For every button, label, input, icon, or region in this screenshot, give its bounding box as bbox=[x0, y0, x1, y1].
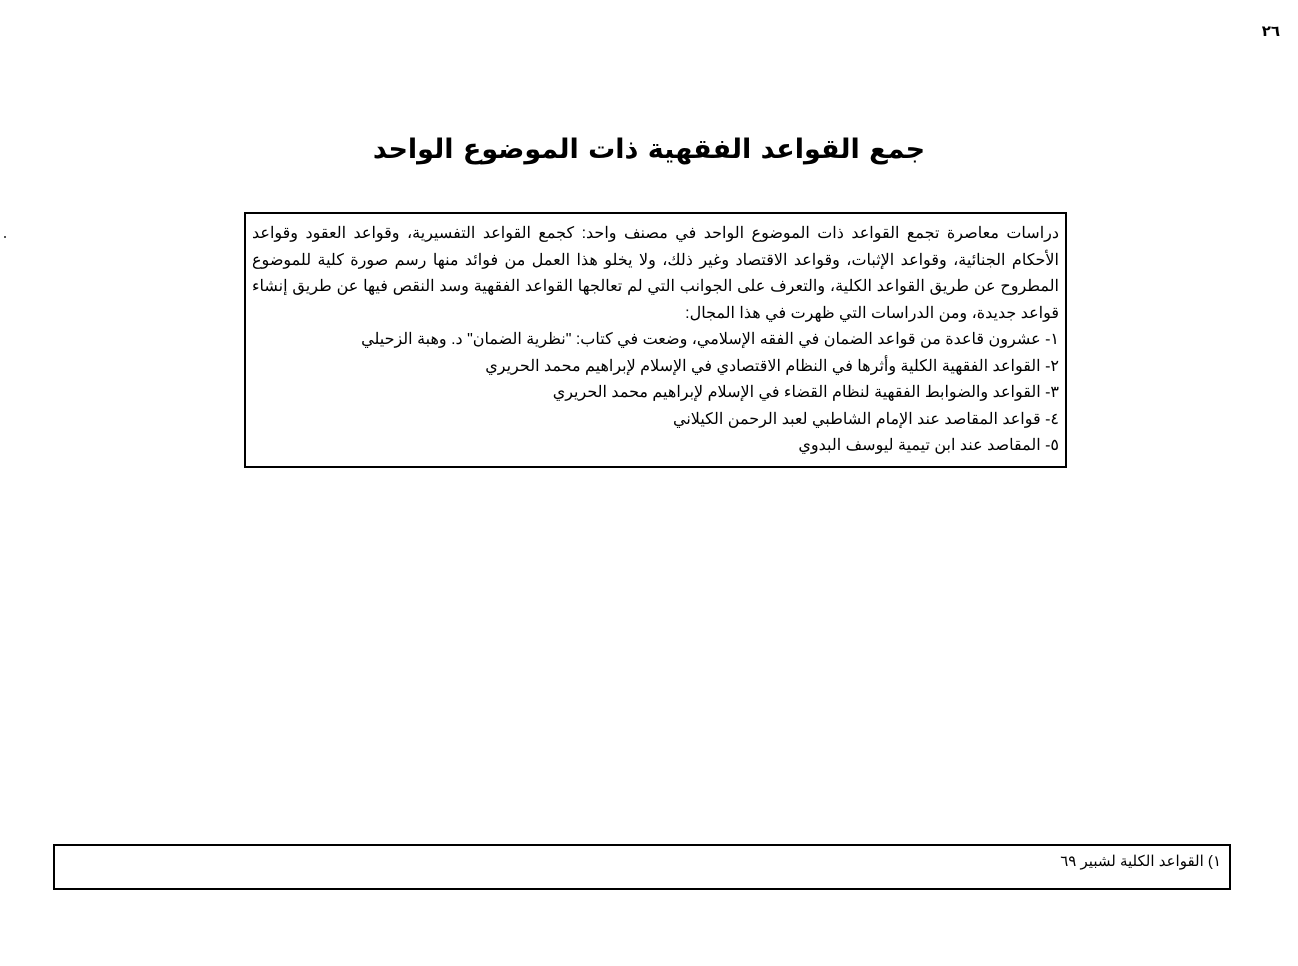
content-box bbox=[244, 212, 1067, 468]
studies-list bbox=[252, 327, 1059, 460]
list-item: ٤- قواعد المقاصد عند الإمام الشاطبي لعبد الرحمن الكيلاني bbox=[673, 410, 1059, 428]
list-item: ٣- القواعد والضوابط الفقهية لنظام القضاء في الإسلام لإبراهيم محمد الحريري bbox=[552, 384, 1059, 401]
footnote-text: ١) القواعد الكلية لشبير ٦٩ bbox=[1060, 853, 1221, 870]
list-item: ٢- القواعد الفقهية الكلية وأثرها في النظام الاقتصادي في الإسلام لإبراهيم محمد الحريري bbox=[485, 357, 1059, 375]
footnote-box bbox=[53, 844, 1231, 890]
scan-speck bbox=[4, 236, 6, 238]
list-item: ١- عشرون قاعدة من قواعد الضمان في الفقه الإسلامي، وضعت في كتاب: "نظرية الضمان" د. وهبة الزحيلي bbox=[361, 331, 1059, 348]
page-title: جمع القواعد الفقهية ذات الموضوع الواحد bbox=[372, 134, 926, 165]
intro-paragraph: دراسات معاصرة تجمع القواعد ذات الموضوع الواحد في مصنف واحد: كجمع القواعد التفسيرية، وقواعد العقود وقواعد الأحكام الجنائية، وقواعد الإثبات، وقواعد الاقتصاد وغير ذلك، ولا يخلو هذا العمل من فوائد منها رسم صورة كلية للموضوع المطروح عن طريق القواعد الكلية، والتعرف على الجوانب التي لم تعالجها القواعد الفقهية وسد النقص فيها عن طريق إنشاء قواعد جديدة، ومن الدراسات التي ظهرت في هذا المجال: bbox=[252, 225, 1060, 322]
list-item: ٥- المقاصد عند ابن تيمية ليوسف البدوي bbox=[798, 437, 1059, 454]
page-number: ٢٦ bbox=[1261, 22, 1280, 40]
